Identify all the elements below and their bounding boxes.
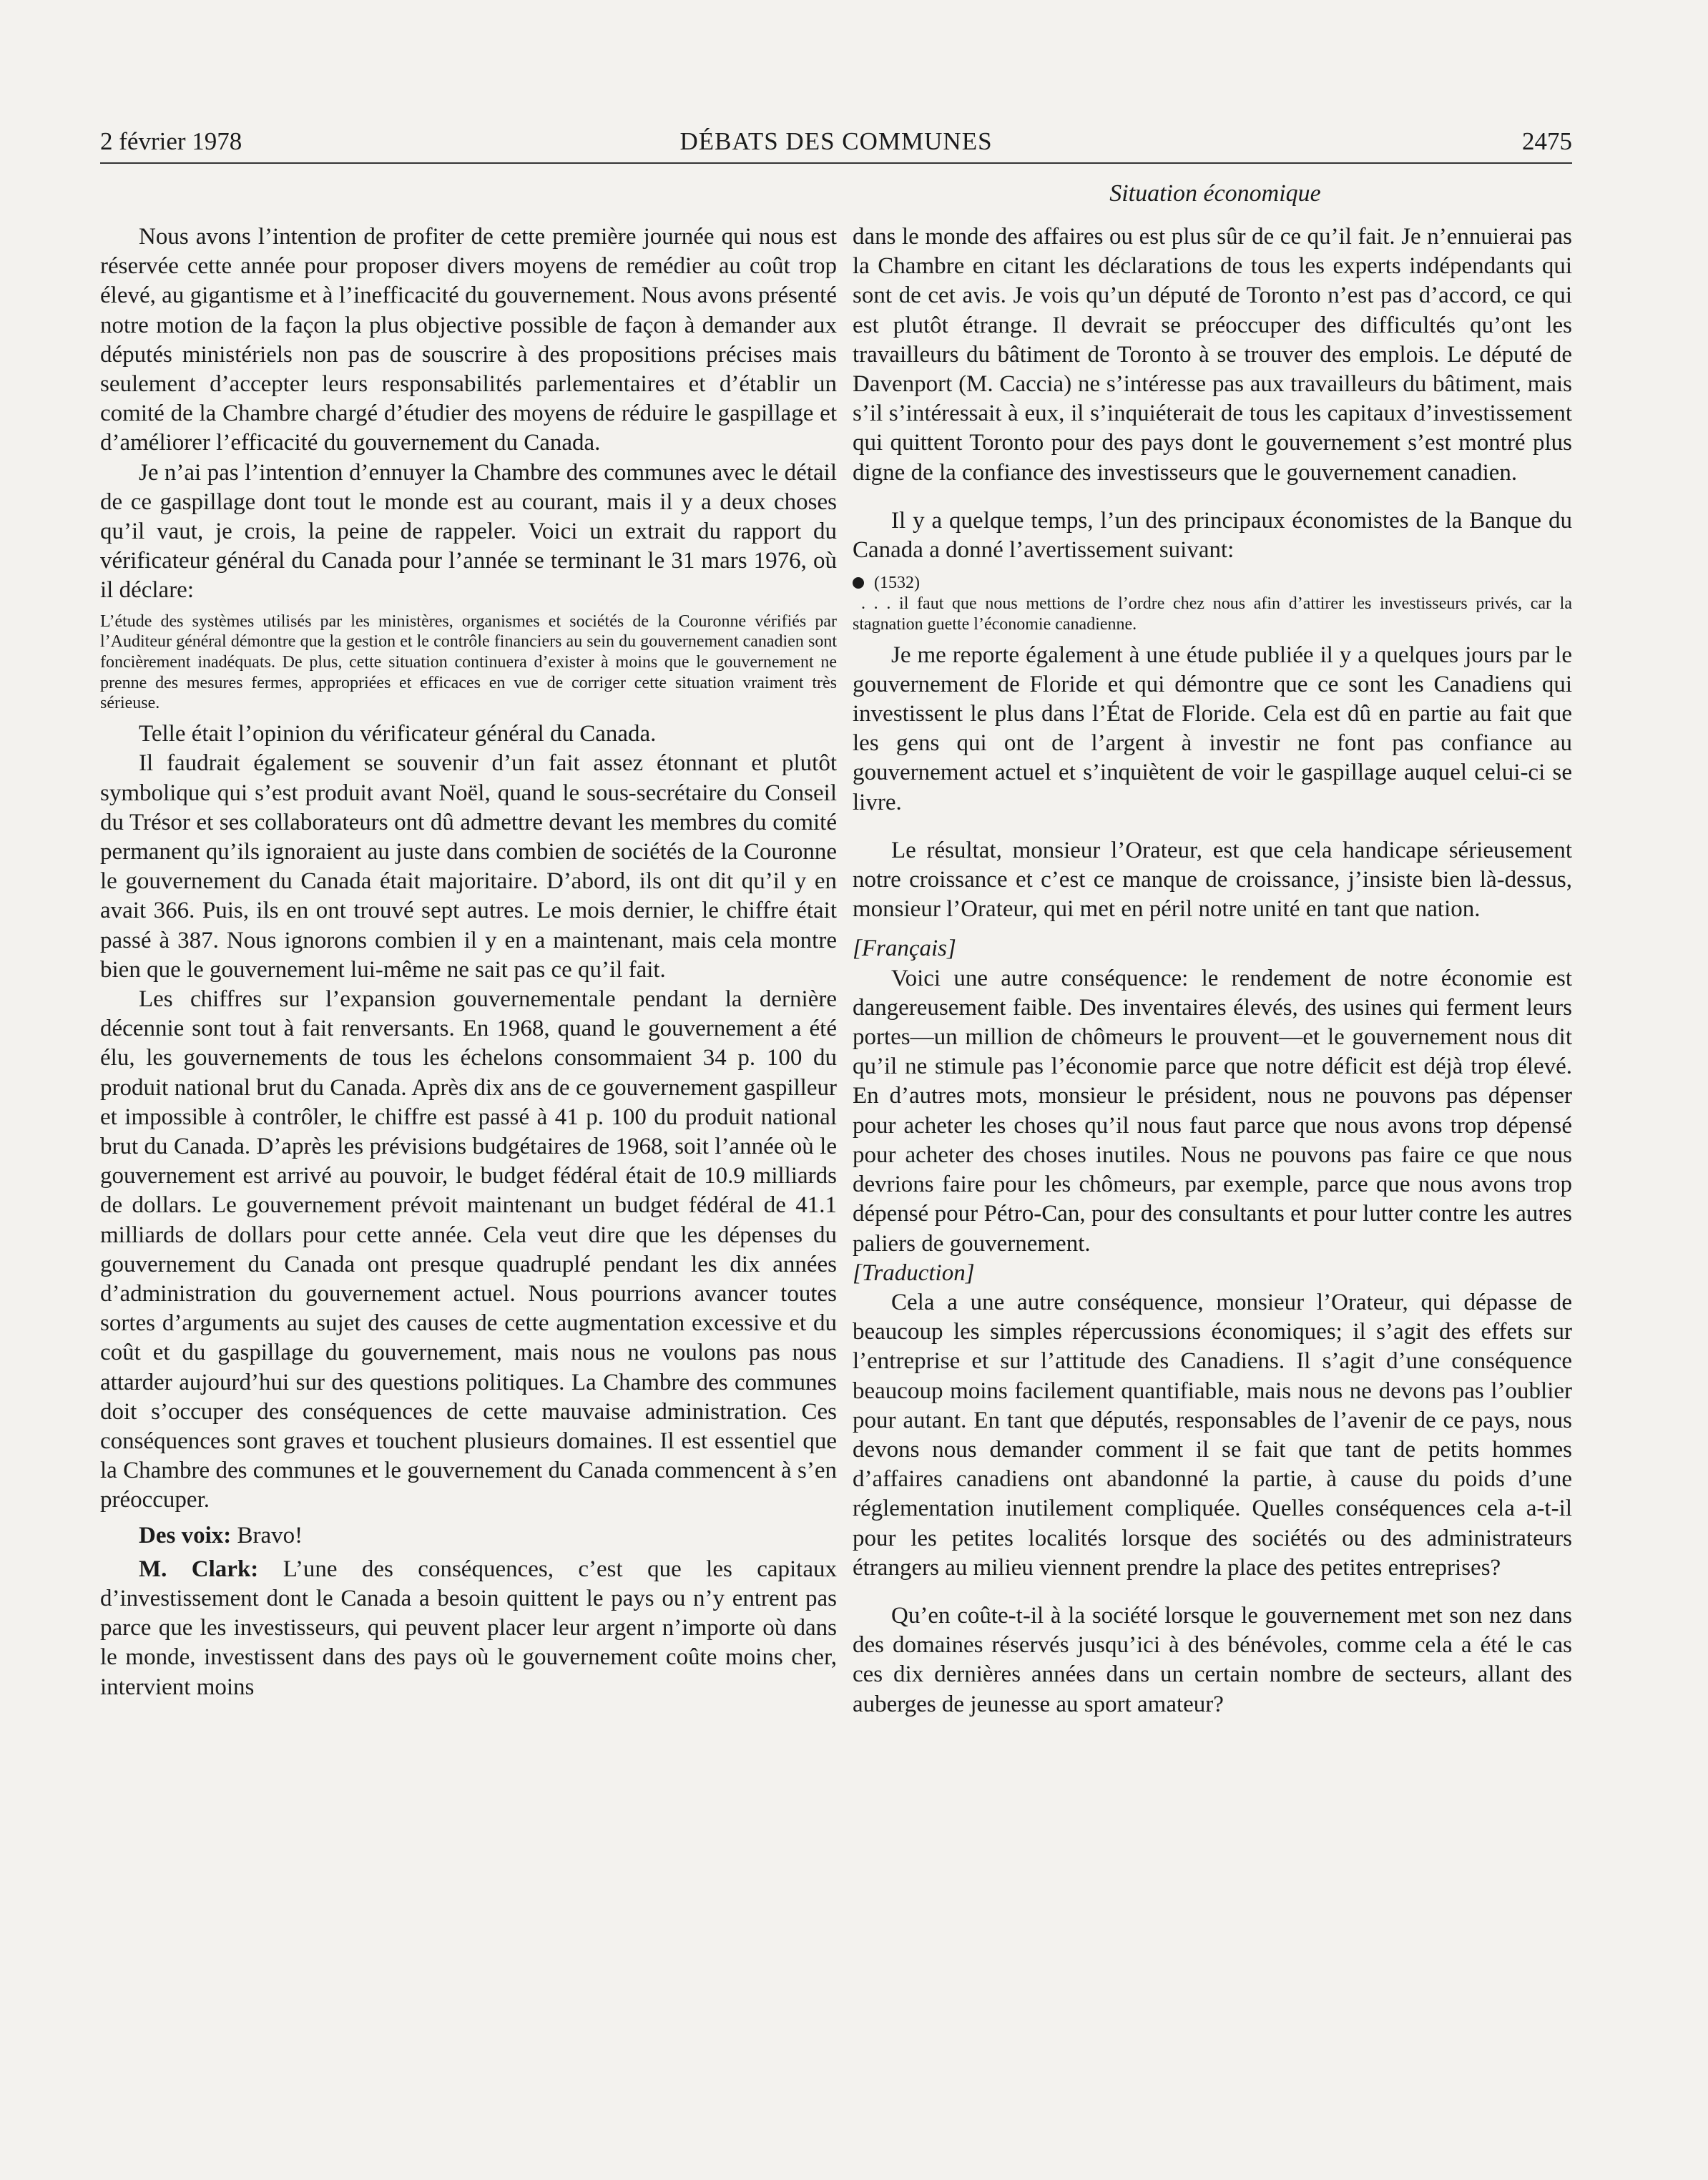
header-rule [100,162,1572,164]
speech-paragraph [100,1555,837,1702]
speaker-name: M. Clark: [139,1556,259,1582]
time-marker-text: (1532) [874,574,920,593]
paragraph: Je n’ai pas l’intention d’ennuyer la Chambre des communes avec le détail de ce gaspillage dont tout le monde est au courant, mais il y a deux choses qu’il vaut, je crois, la peine de rappeler. Voici un extrait du rapport du vérificateur général du Canada pour l’année se terminant le 31 mars 1976, où il déclare: [100,459,837,604]
paragraph: Le résultat, monsieur l’Orateur, est que cela handicape sérieusement notre croissance et c’est ce manque de croissance, j’insiste bien là-dessus, monsieur l’Orateur, qui met en péril notre unité en tant que nation. [853,837,1572,923]
language-tag: [Traduction] [853,1260,975,1286]
header-title: DÉBATS DES COMMUNES [679,127,993,155]
left-column [100,222,837,1702]
bullet-icon [853,577,864,589]
right-column [853,222,1572,1719]
block-quote: L’étude des systèmes utilisés par les ministères, organismes et sociétés de la Couronne vérifiés par l’Auditeur général démontre que la gestion et le contrôle financiers au sein du gouvernement canadien sont foncièrement inadéquats. De plus, cette situation continuera d’exister à moins que le gouvernement ne prenne des mesures fermes, appropriées et efficaces en vue de corriger cette situation vraiment très sérieuse. [100,612,837,713]
paragraph: Il faudrait également se souvenir d’un fait assez étonnant et plutôt symbolique qui s’est produit avant Noël, quand le sous-secrétaire du Conseil du Trésor et ses collaborateurs ont dû admettre devant les membres du comité permanent qu’ils ignoraient au juste dans combien de sociétés de la Couronne le gouvernement du Canada était majoritaire. D’abord, ils ont dit qu’il y en avait 366. Puis, ils en ont trouvé sept autres. Le mois dernier, le chiffre était passé à 387. Nous ignorons combien il y en a maintenant, mais cela montre bien que le gouvernement lui-même ne sait pas ce qu’il fait. [100,750,837,983]
paragraph: Nous avons l’intention de profiter de cette première journée qui nous est réservée cette année pour proposer divers moyens de remédier au coût trop élevé, au gigantisme et à l’inefficacité du gouvernement. Nous avons présenté notre motion de la façon la plus objective possible de façon à demander aux députés ministériels non pas de souscrire à des propositions précises mais seulement d’accepter leurs responsabilités parlementaires et d’établir un comité de la Chambre chargé d’étudier des moyens de réduire le gaspillage et d’améliorer l’efficacité du gouvernement du Canada. [100,224,837,456]
paragraph: dans le monde des affaires ou est plus sûr de ce qu’il fait. Je n’ennuierai pas la Chambre en citant les déclarations de tous les experts indépendants qui sont de cet avis. Je vois qu’un député de Toronto n’est pas d’accord, ce qui est plutôt étrange. Il devrait se préoccuper des difficultés qu’ont les travailleurs du bâtiment de Toronto à se trouver des emplois. Le député de Davenport (M. Caccia) ne s’intéresse pas aux travailleurs du bâtiment, mais s’il s’intéressait à eux, il s’inquiéterait de tous les capitaux d’investissement qui quittent Toronto pour des pays dont le gouvernement s’est montré plus digne de la confiance des investisseurs que le gouvernement canadien. [853,224,1572,486]
speech-text: Bravo! [231,1522,303,1548]
paragraph: Voici une autre conséquence: le rendement de notre économie est dangereusement faible. Des inventaires élevés, des usines qui ferment leurs portes—un million de chômeurs le prouvent—et le gouvernement nous dit qu’il ne stimule pas l’économie parce que notre déficit est déjà trop élevé. En d’autres mots, monsieur le président, nous ne pouvons pas dépenser pour acheter les choses qu’il nous faut parce que nous avons trop dépensé pour acheter des choses inutiles. Nous ne pouvons pas faire ce que nous devrions faire pour les chômeurs, par exemple, parce que nous avons trop dépensé pour Pétro-Can, pour des consultants et pour lutter contre les autres paliers de gouvernement. [853,965,1572,1257]
running-head: Situation économique [1109,180,1321,207]
paragraph: Telle était l’opinion du vérificateur général du Canada. [139,721,657,747]
paragraph: Je me reporte également à une étude publiée il y a quelques jours par le gouvernement de Floride et qui démontre que ce sont les Canadiens qui investissent le plus dans l’État de Floride. Cela est dû en partie au fait que les gens qui ont de l’argent à investir ne font pas confiance au gouvernement actuel et s’inquiètent de voir le gaspillage auquel celui-ci se livre. [853,642,1572,815]
speech-line [100,1521,837,1551]
paragraph: Qu’en coûte-t-il à la société lorsque le gouvernement met son nez dans des domaines réservés jusqu’ici à des bénévoles, comme cela a été le cas ces dix dernières années dans un certain nombre de secteurs, allant des auberges de jeunesse au sport amateur? [853,1602,1572,1717]
page-header [100,123,1572,162]
language-tag: [Français] [853,936,956,962]
paragraph: Les chiffres sur l’expansion gouvernementale pendant la dernière décennie sont tout à fait renversants. En 1968, quand le gouvernement a été élu, les gouvernements de tous les échelons consommaient 34 p. 100 du produit national brut du Canada. Après dix ans de ce gouvernement gaspilleur et impossible à contrôler, le chiffre est passé à 41 p. 100 du produit national brut du Canada. D’après les prévisions budgétaires de 1968, soit l’année où le gouvernement est arrivé au pouvoir, le budget fédéral était de 10.9 milliards de dollars. Le gouvernement prévoit maintenant un budget fédéral de 41.1 milliards de dollars pour cette année. Cela veut dire que les dépenses du gouvernement du Canada ont presque quadruplé pendant les dix années d’administration du gouvernement actuel. Nous pourrions avancer toutes sortes d’arguments au sujet des causes de cette augmentation excessive et du coût et du gaspillage du gouvernement, mais nous ne voulons pas nous attarder aujourd’hui sur des questions politiques. La Chambre des communes doit s’occuper des conséquences de cette mauvaise administration. Ces conséquences sont graves et touchent plusieurs domaines. Il est essentiel que la Chambre des communes et le gouvernement du Canada commencent à s’en préoccuper. [100,986,837,1513]
speaker-name: Des voix: [139,1522,232,1548]
paragraph: Il y a quelque temps, l’un des principaux économistes de la Banque du Canada a donné l’avertissement suivant: [853,507,1572,564]
paragraph: Cela a une autre conséquence, monsieur l’Orateur, qui dépasse de beaucoup les simples répercussions économiques; il s’agit des effets sur l’entreprise et sur l’attitude des Canadiens. Il s’agit d’une conséquence beaucoup moins facilement quantifiable, mais nous ne devons pas l’oublier pour autant. En tant que députés, responsables de l’avenir de ce pays, nous devons nous demander comment il se fait que tant de petits hommes d’affaires canadiens ont abandonné la partie, à cause du poids d’une réglementation inutilement compliquée. Quelles conséquences cela a-t-il pour les petites localités lorsque des sociétés ou des administrateurs étrangers au milieu viennent prendre la place des petites entreprises? [853,1289,1572,1581]
block-quote: . . . il faut que nous mettions de l’ordre chez nous afin d’attirer les investisseurs privés, car la stagnation guette l’économie canadienne. [853,594,1572,634]
page-number: 2475 [1522,127,1572,155]
speech-text: L’une des conséquences, c’est que les capitaux d’investissement dont le Canada a besoin quittent le pays ou n’y entrent pas parce que les investisseurs, qui peuvent placer leur argent n’importe où dans le monde, investissent dans des pays où le gouvernement coûte moins cher, intervient moins [100,1556,837,1700]
time-marker [853,572,1572,594]
header-date: 2 février 1978 [100,127,242,155]
